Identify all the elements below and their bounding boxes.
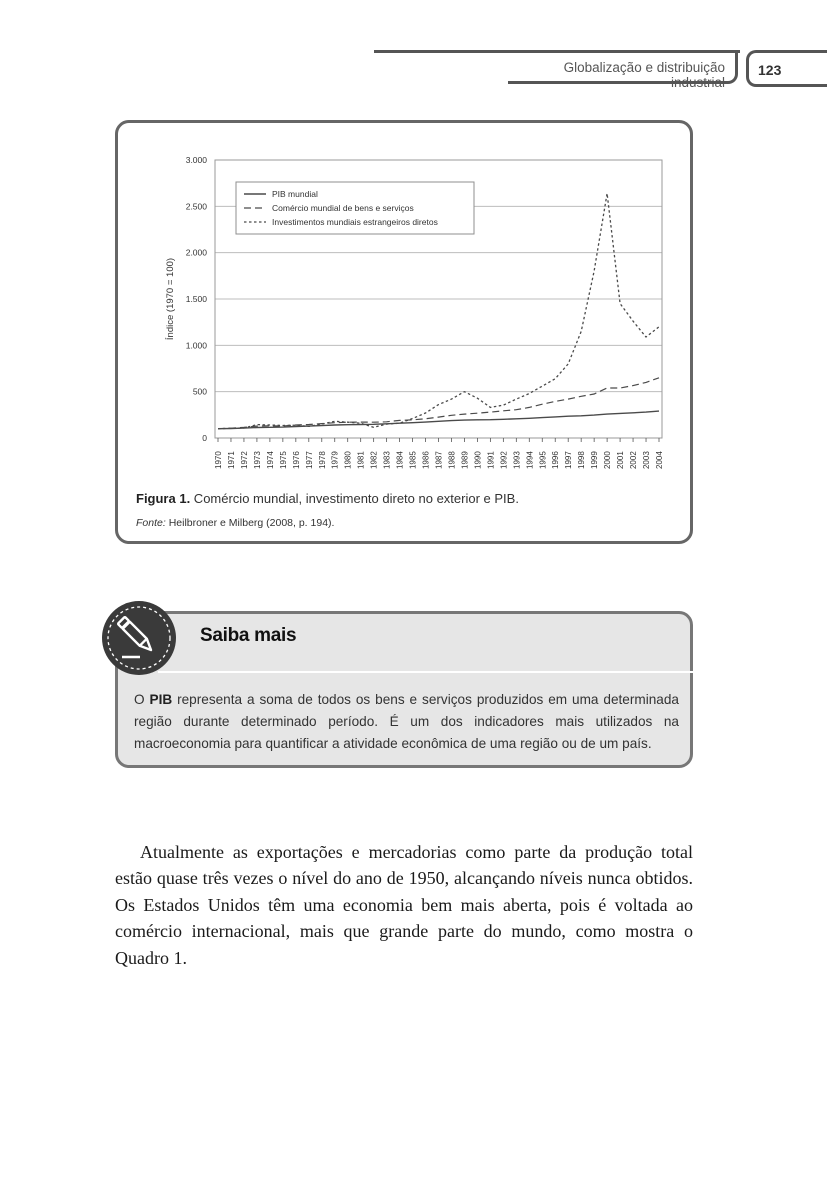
y-tick-label: 1.000 — [185, 340, 207, 351]
x-tick-label: 2003 — [642, 451, 652, 469]
x-tick-label: 2001 — [616, 451, 626, 469]
line-chart — [118, 123, 690, 483]
x-tick-label: 1979 — [330, 451, 340, 469]
legend-label: Investimentos mundiais estrangeiros diretos — [272, 217, 438, 227]
saiba-mais-title: Saiba mais — [200, 625, 297, 646]
x-tick-label: 1994 — [525, 451, 535, 469]
x-tick-label: 1987 — [434, 451, 444, 469]
x-tick-label: 1986 — [421, 451, 431, 469]
y-axis-label: Índice (1970 = 100) — [165, 257, 176, 341]
y-tick-label: 0 — [202, 433, 207, 443]
figure-source — [136, 517, 334, 529]
legend-label: PIB mundial — [272, 189, 318, 199]
x-tick-label: 1989 — [460, 451, 470, 469]
x-tick-label: 1973 — [252, 451, 262, 469]
x-tick-label: 1992 — [499, 451, 509, 469]
x-tick-label: 2004 — [655, 451, 664, 469]
figure-caption-label: Figura 1. — [136, 491, 191, 506]
x-tick-label: 1995 — [538, 451, 548, 469]
legend-label: Comércio mundial de bens e serviços — [272, 203, 414, 213]
saiba-mais-text — [134, 689, 679, 755]
x-tick-label: 1993 — [512, 451, 522, 469]
y-tick-label: 500 — [192, 386, 207, 397]
y-tick-label: 2.500 — [185, 201, 207, 212]
saiba-mais-text-start: O — [134, 692, 150, 707]
x-tick-label: 1974 — [265, 451, 275, 469]
x-tick-label: 1985 — [408, 451, 418, 469]
x-tick-label: 2000 — [603, 451, 613, 469]
x-tick-label: 1978 — [317, 451, 327, 469]
saiba-mais-text-bold: PIB — [149, 692, 173, 707]
x-tick-label: 1970 — [214, 451, 223, 469]
x-tick-label: 1971 — [226, 451, 236, 469]
x-tick-label: 1996 — [551, 451, 561, 469]
figure-box — [115, 120, 693, 544]
x-tick-label: 2002 — [629, 451, 639, 469]
saiba-mais-divider — [158, 671, 693, 673]
x-tick-label: 1983 — [382, 451, 392, 469]
body-paragraph: Atualmente as exportações e mercadorias como parte da produção total estão quase três vezes o nível do ano de 1950, alcançando níveis nunca obtidos. Os Estados Unidos têm uma economia bem mais aberta, pois é voltada ao comércio internacional, mais que grande parte do mundo, como mostra o Quadro 1. — [115, 842, 693, 968]
page-number: 123 — [746, 50, 827, 87]
x-tick-label: 1984 — [395, 451, 405, 469]
x-tick-label: 1999 — [590, 451, 600, 469]
x-tick-label: 1990 — [473, 451, 483, 469]
x-tick-label: 1975 — [278, 451, 288, 469]
x-tick-label: 1981 — [356, 451, 366, 469]
x-tick-label: 1977 — [304, 451, 314, 469]
figure-caption — [136, 491, 519, 506]
x-tick-label: 1988 — [447, 451, 457, 469]
x-tick-label: 1972 — [239, 451, 249, 469]
y-tick-label: 3.000 — [185, 155, 207, 165]
x-tick-label: 1997 — [564, 451, 574, 469]
figure-source-label: Fonte: — [136, 517, 166, 529]
saiba-mais-box — [115, 611, 693, 768]
saiba-mais-text-rest: representa a soma de todos os bens e serviços produzidos em uma determinada região durante determinado período. É um dos indicadores mais utilizados na macroeconomia para quantificar a atividade econômica de uma região ou de um país. — [134, 692, 679, 751]
y-tick-label: 2.000 — [185, 247, 207, 258]
running-header-title: Globalização e distribuição industrial — [508, 50, 738, 84]
x-tick-label: 1980 — [343, 451, 353, 469]
x-tick-label: 1982 — [369, 451, 379, 469]
figure-source-text: Heilbroner e Milberg (2008, p. 194). — [165, 517, 335, 529]
figure-caption-text: Comércio mundial, investimento direto no exterior e PIB. — [190, 491, 519, 506]
x-tick-label: 1991 — [486, 451, 496, 469]
y-tick-label: 1.500 — [185, 294, 207, 304]
x-tick-label: 1998 — [577, 451, 587, 469]
pencil-icon — [100, 599, 178, 677]
x-tick-label: 1976 — [291, 451, 301, 469]
